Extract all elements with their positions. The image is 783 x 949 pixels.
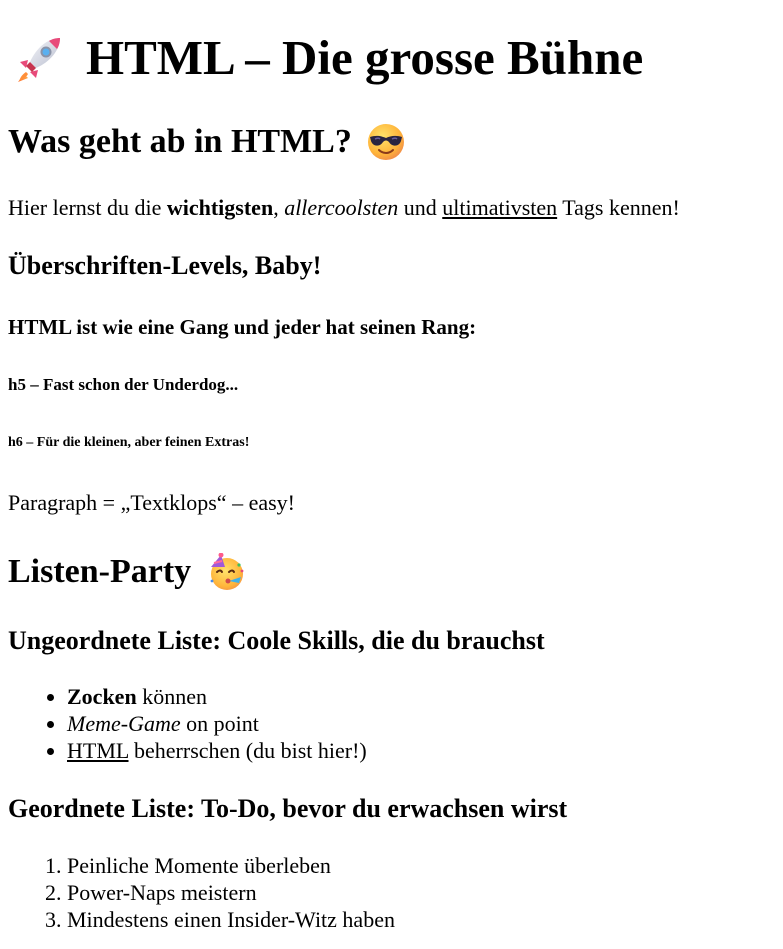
- intro-text-1: Hier lernst du die: [8, 195, 167, 220]
- heading-unordered-list: Ungeordnete Liste: Coole Skills, die du brauchst: [8, 626, 545, 655]
- section-heading-text: Listen-Party: [8, 553, 192, 590]
- todo-list: [8, 852, 395, 933]
- list-item-text: on point: [180, 711, 259, 736]
- heading-levels: Überschriften-Levels, Baby!: [8, 251, 322, 280]
- intro-text-3: und: [398, 195, 443, 220]
- section-heading-text: Was geht ab in HTML?: [8, 123, 352, 160]
- heading-ordered-list: Geordnete Liste: To-Do, bevor du erwachsen wirst: [8, 794, 568, 823]
- intro-underline: ultimativsten: [442, 195, 558, 220]
- list-item: 1. Peinliche Momente überleben: [67, 852, 395, 879]
- list-item-text: können: [136, 684, 207, 709]
- party-face-icon: [207, 553, 245, 591]
- section-heading-html: [8, 120, 406, 164]
- page-title-text: HTML – Die grosse Bühne: [86, 30, 644, 85]
- rocket-icon: [14, 32, 66, 84]
- heading-gang: HTML ist wie eine Gang und jeder hat seinen Rang:: [8, 315, 477, 339]
- page-title: [14, 30, 643, 86]
- list-item-italic: Meme-Game: [67, 711, 181, 736]
- list-item-text: beherrschen (du bist hier!): [128, 738, 367, 763]
- intro-paragraph: [8, 193, 680, 223]
- list-item-underline: HTML: [67, 738, 129, 763]
- intro-italic: allercoolsten: [284, 195, 399, 220]
- heading-h6-example: h6 – Für die kleinen, aber feinen Extras!: [8, 435, 250, 450]
- section-heading-lists: [8, 550, 245, 594]
- list-item: 3. Mindestens einen Insider-Witz haben: [67, 906, 395, 933]
- list-item-bold: Zocken: [67, 684, 137, 709]
- intro-text-2: ,: [273, 195, 285, 220]
- paragraph-example: Paragraph = „Textklops“ – easy!: [8, 490, 295, 515]
- sunglasses-face-icon: [366, 122, 406, 162]
- list-item: [67, 710, 367, 737]
- intro-text-4: Tags kennen!: [557, 195, 680, 220]
- skills-list: [8, 683, 367, 764]
- intro-bold: wichtigsten: [166, 195, 274, 220]
- list-item: 2. Power-Naps meistern: [67, 879, 395, 906]
- heading-h5-example: h5 – Fast schon der Underdog...: [8, 375, 239, 394]
- list-item: [67, 737, 367, 764]
- list-item: [67, 683, 367, 710]
